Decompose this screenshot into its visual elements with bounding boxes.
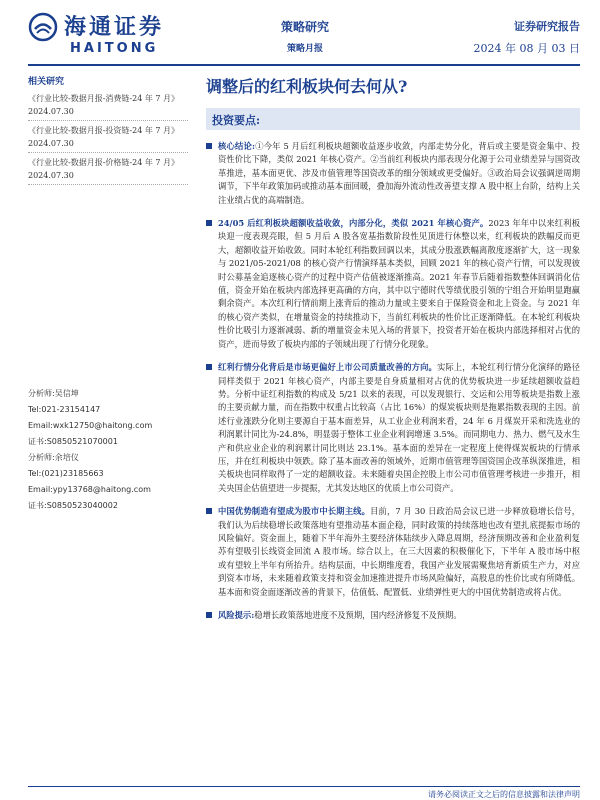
paragraph-lead: 24/05 后红利板块超额收益收敛，内部分化，类似 2021 年核心资产。 [218,218,489,229]
key-points-bar [206,108,580,130]
paragraph-body: 目前，7 月 30 日政治局会议已进一步释放稳增长信号，我们认为后续稳增长政策落地有望推动基本面企稳，同时政策的持续落地也改有望扎底提振市场的风险偏好。资金面上，随着下半年海外主要经济体陆续步入降息周期，经济预期改善和企业盈利复苏有望吸引长线资金回流 A 股市场。综合以上，在三大因素的积极催化下，下半年 A 股市场中枢或有望较上半年有所抬升。结构层面，中长期维度看，我国产业发展需聚焦培育新质生产力，对应到资本市场，未来随着政策支持和资金加速推进提升市场风险偏好，高股息的性价比或有所降低。基本面和资金面逐渐改善的背景下，估值低、配置低、业绩弹性更大的中国优势制造或将占优。 [218,506,580,597]
key-point-paragraph [206,217,580,351]
category-label: 策略研究 [280,20,329,34]
risk-warning-paragraph [206,609,580,622]
paragraph-body: ①今年 5 月后红利板块超额收益逐步收敛，内部走势分化，背后或主要是资金集中、投资性价比下降，类似 2021 年核心资产。②当前红利板块内部表现分化源于公司业绩差异与国资改革推进，基本面更优、涉及市值管理等国资改革的细分领域或更受偏好。③政治局会议强调逆周期调节，下半年政策加码或推动基本面回暖，叠加海外流动性改善望支撑 A 股中枢上台阶，结构上关注业绩占优的高端制造。 [218,141,580,205]
logo-chinese-text: 海通证券 [64,14,165,40]
analyst-tel: Tel:021-23154147 [28,405,101,414]
square-bullet-icon [206,220,212,226]
analyst-cert: 证书:S0850523040002 [28,501,118,510]
analyst-email[interactable]: Email:wxk12750@haitong.com [28,421,153,430]
paragraph-body: 稳增长政策落地进度不及预期，国内经济修复不及预期。 [254,610,462,620]
paragraph-lead: 红利行情分化背后是市场更偏好上市公司质量改善的方向。 [218,362,437,373]
report-type-label: 证券研究报告 [514,20,580,33]
header-divider [28,64,580,66]
paragraph-lead: 中国优势制造有望成为股市中长期主线。 [218,506,371,517]
square-bullet-icon [206,364,212,370]
haitong-logo [28,10,168,56]
analyst-info [28,386,188,514]
analyst-email[interactable]: Email:ypy13768@haitong.com [28,485,151,494]
analyst-cert: 证书:S0850521070001 [28,437,118,446]
related-research-item[interactable]: 《行业比较-数据月报-投资链-24 年 7 月》2024.07.30 [28,124,188,153]
related-research-item[interactable]: 《行业比较-数据月报-价格链-24 年 7 月》2024.07.30 [28,156,188,185]
key-points-content [206,140,580,632]
key-point-paragraph [206,140,580,207]
subcategory-label: 策略月报 [286,44,323,54]
report-meta [474,18,580,56]
square-bullet-icon [206,612,212,618]
paragraph-body: 实际上，本轮红利行情分化演绎的路径同样类似于 2021 年核心资产，内部主要是自身质量相对占优的优势板块进一步延续超额收益趋势。分析中证红利指数的构成及 5/21 以来的表现，可以发现银行、交运和公用等板块是指数上涨的主要贡献力量，而在指数中权重占比较高（占比 16%）的煤炭板块则是拖累指数表现的主因。前述行业涨跌分化则主要源自于基本面差异，从工业企业利润来看，24 年 6 月煤炭开采和洗选业的利润累计同比为-24.8%，明显弱于整体工业企业利润增速 3.5%。而同期电力、热力、燃气及水生产和供应业企业的利润累计同比则达 23.1%。基本面的差异在一定程度上使得煤炭板块的行情承压，并在红利板块中领跌。除了基本面改善的领域外，近期市值管理等国资国企改革纵深推进，相关板块也同样取得了一定的超额收益。未来随着央国企控股上市公司市值管理考核进一步推开，相关央国企估值望进一步提振，尤其发达地区的优质上市公司资产。 [218,362,580,493]
key-point-paragraph [206,505,580,599]
square-bullet-icon [206,508,212,514]
report-header [0,0,600,64]
analyst-name: 分析师:吴信坤 [28,389,79,398]
related-research-title: 相关研究 [28,77,65,87]
footer-disclaimer: 请务必阅读正文之后的信息披露和法律声明 [428,790,580,799]
key-points-label: 投资要点: [212,114,261,127]
paragraph-lead: 风险提示: [218,610,255,620]
paragraph-body: 2023 年年中以来红利板块迎一度表现亮眼，但 5 月后 A 股各宽基指数阶段性见顶进行休整以来，红利板块的跌幅反而更大，超额收益开始收敛。同时本轮红利指数回调以来，其成分股涨跌幅离散度逐渐扩大，这一现象与 2021/05-2021/08 的核心资产行情演绎基本类似，回顾 2021 年的核心资产行情，可以发现彼时公募基金追逐核心资产的过程中资产估值被逐渐推高。2021 年春节后随着指数整体回调消化估值，资金开始在板块内部选择更高确的方向，其中以宁德时代等绩优股引领的宁组合开始明显跑赢剩余资产。本次红利行情前期上涨背后的推动力量或主要来自于保险资金和北上资金。与 2021 年的核心资产类似，在增量资金的持续推动下，当前红利板块的性价比正逐渐降低。在本轮红利板块性价比吸引力逐渐减弱、新的增量资金未见入场的背景下，投资者开始在板块内部选择相对占优的资产，进而导致了板块内部的子领域出现了行情分化现象。 [218,218,580,349]
report-title: 调整后的红利板块何去何从? [206,77,408,96]
square-bullet-icon [206,143,212,149]
key-point-paragraph [206,361,580,495]
report-date: 2024 年 08 月 03 日 [473,42,580,55]
haitong-logo-icon [28,12,58,42]
logo-english-text: HAITONG [70,41,159,56]
analyst-tel: Tel:(021)23185663 [28,469,104,478]
analyst-name: 分析师:余培仪 [28,453,79,462]
report-category [270,18,340,54]
paragraph-lead: 核心结论: [218,141,256,151]
footer-divider [28,786,580,787]
related-research [28,74,188,188]
related-research-item[interactable]: 《行业比较-数据月报-消费链-24 年 7 月》2024.07.30 [28,92,188,121]
